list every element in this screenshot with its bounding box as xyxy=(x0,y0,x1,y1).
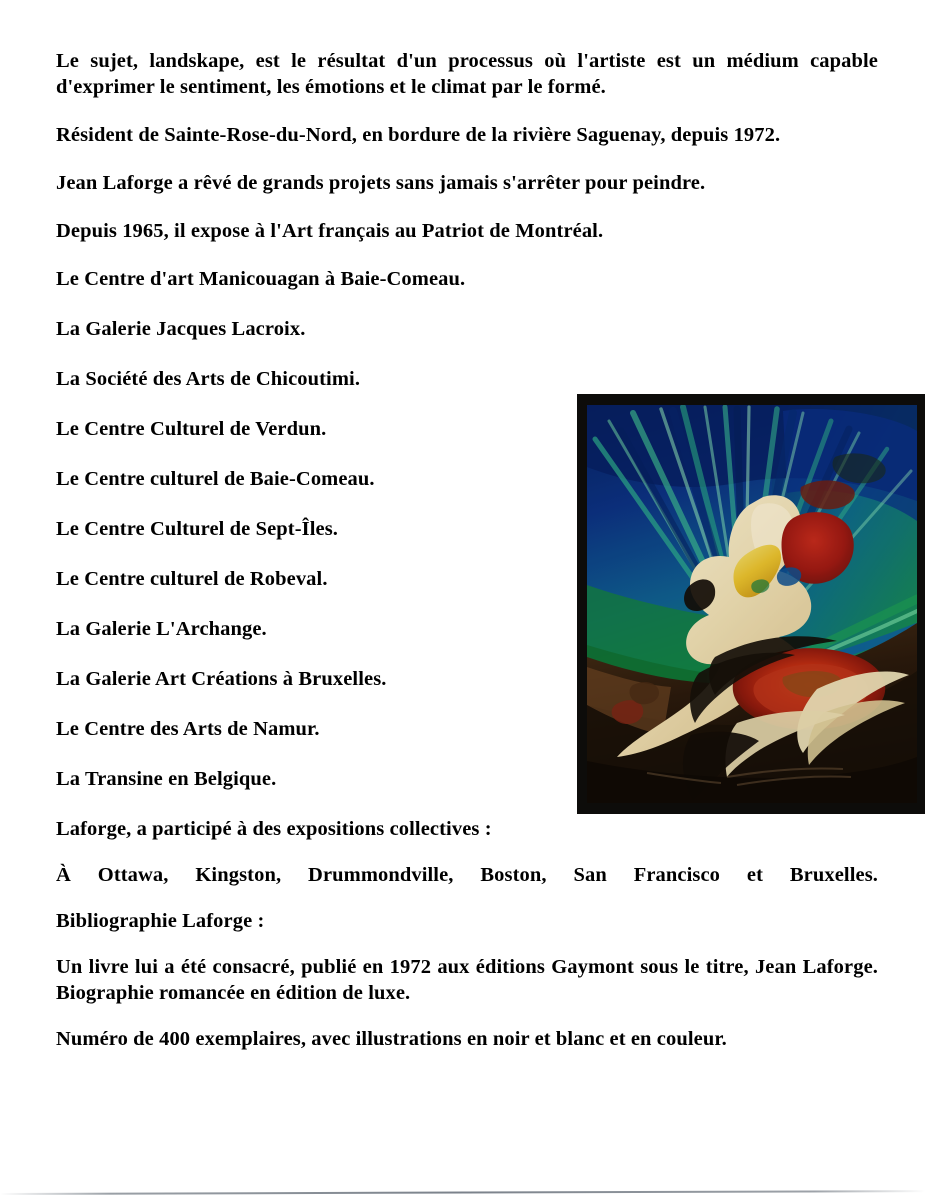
paragraph-intro-subject: Le sujet, landskape, est le résultat d'un processus où l'artiste est un médium capable d'exprimer le sentiment, les émotions et le climat par le formé. xyxy=(56,50,878,98)
collective-exhibitions-heading: Laforge, a participé à des expositions collectives : xyxy=(56,818,492,840)
bibliography-entry: Un livre lui a été consacré, publié en 1972 aux éditions Gaymont sous le titre, Jean Laforge. Biographie romancée en édition de luxe. xyxy=(56,956,878,1004)
paragraph-dreams: Jean Laforge a rêvé de grands projets sans jamais s'arrêter pour peindre. xyxy=(56,172,706,194)
venue-item-societe-arts-chicoutimi: La Société des Arts de Chicoutimi. xyxy=(56,368,361,390)
venue-item-transine-belgique: La Transine en Belgique. xyxy=(56,768,277,790)
venue-item-culturel-baie-comeau: Le Centre culturel de Baie-Comeau. xyxy=(56,468,375,490)
venue-item-culturel-verdun: Le Centre Culturel de Verdun. xyxy=(56,418,327,440)
venue-item-culturel-robeval: Le Centre culturel de Robeval. xyxy=(56,568,328,590)
paragraph-since-1965: Depuis 1965, il expose à l'Art français au Patriot de Montréal. xyxy=(56,220,604,242)
collective-exhibitions-cities: À Ottawa, Kingston, Drummondville, Boston, San Francisco et Bruxelles. xyxy=(56,864,878,886)
artwork-figure xyxy=(577,394,925,814)
venue-item-manicouagan: Le Centre d'art Manicouagan à Baie-Comeau. xyxy=(56,268,466,290)
venue-item-jacques-lacroix: La Galerie Jacques Lacroix. xyxy=(56,318,306,340)
venue-item-art-creations-bruxelles: La Galerie Art Créations à Bruxelles. xyxy=(56,668,387,690)
bibliography-heading: Bibliographie Laforge : xyxy=(56,910,265,932)
venue-item-archange: La Galerie L'Archange. xyxy=(56,618,267,640)
scan-edge-artifact xyxy=(0,1190,925,1195)
paragraph-residence: Résident de Sainte-Rose-du-Nord, en bordure de la rivière Saguenay, depuis 1972. xyxy=(56,124,781,146)
bibliography-edition-note: Numéro de 400 exemplaires, avec illustrations en noir et blanc et en couleur. xyxy=(56,1028,727,1050)
abstract-painting-image xyxy=(587,405,917,803)
venue-item-arts-namur: Le Centre des Arts de Namur. xyxy=(56,718,320,740)
venue-item-culturel-sept-iles: Le Centre Culturel de Sept-Îles. xyxy=(56,518,339,540)
artwork-frame xyxy=(587,405,917,803)
